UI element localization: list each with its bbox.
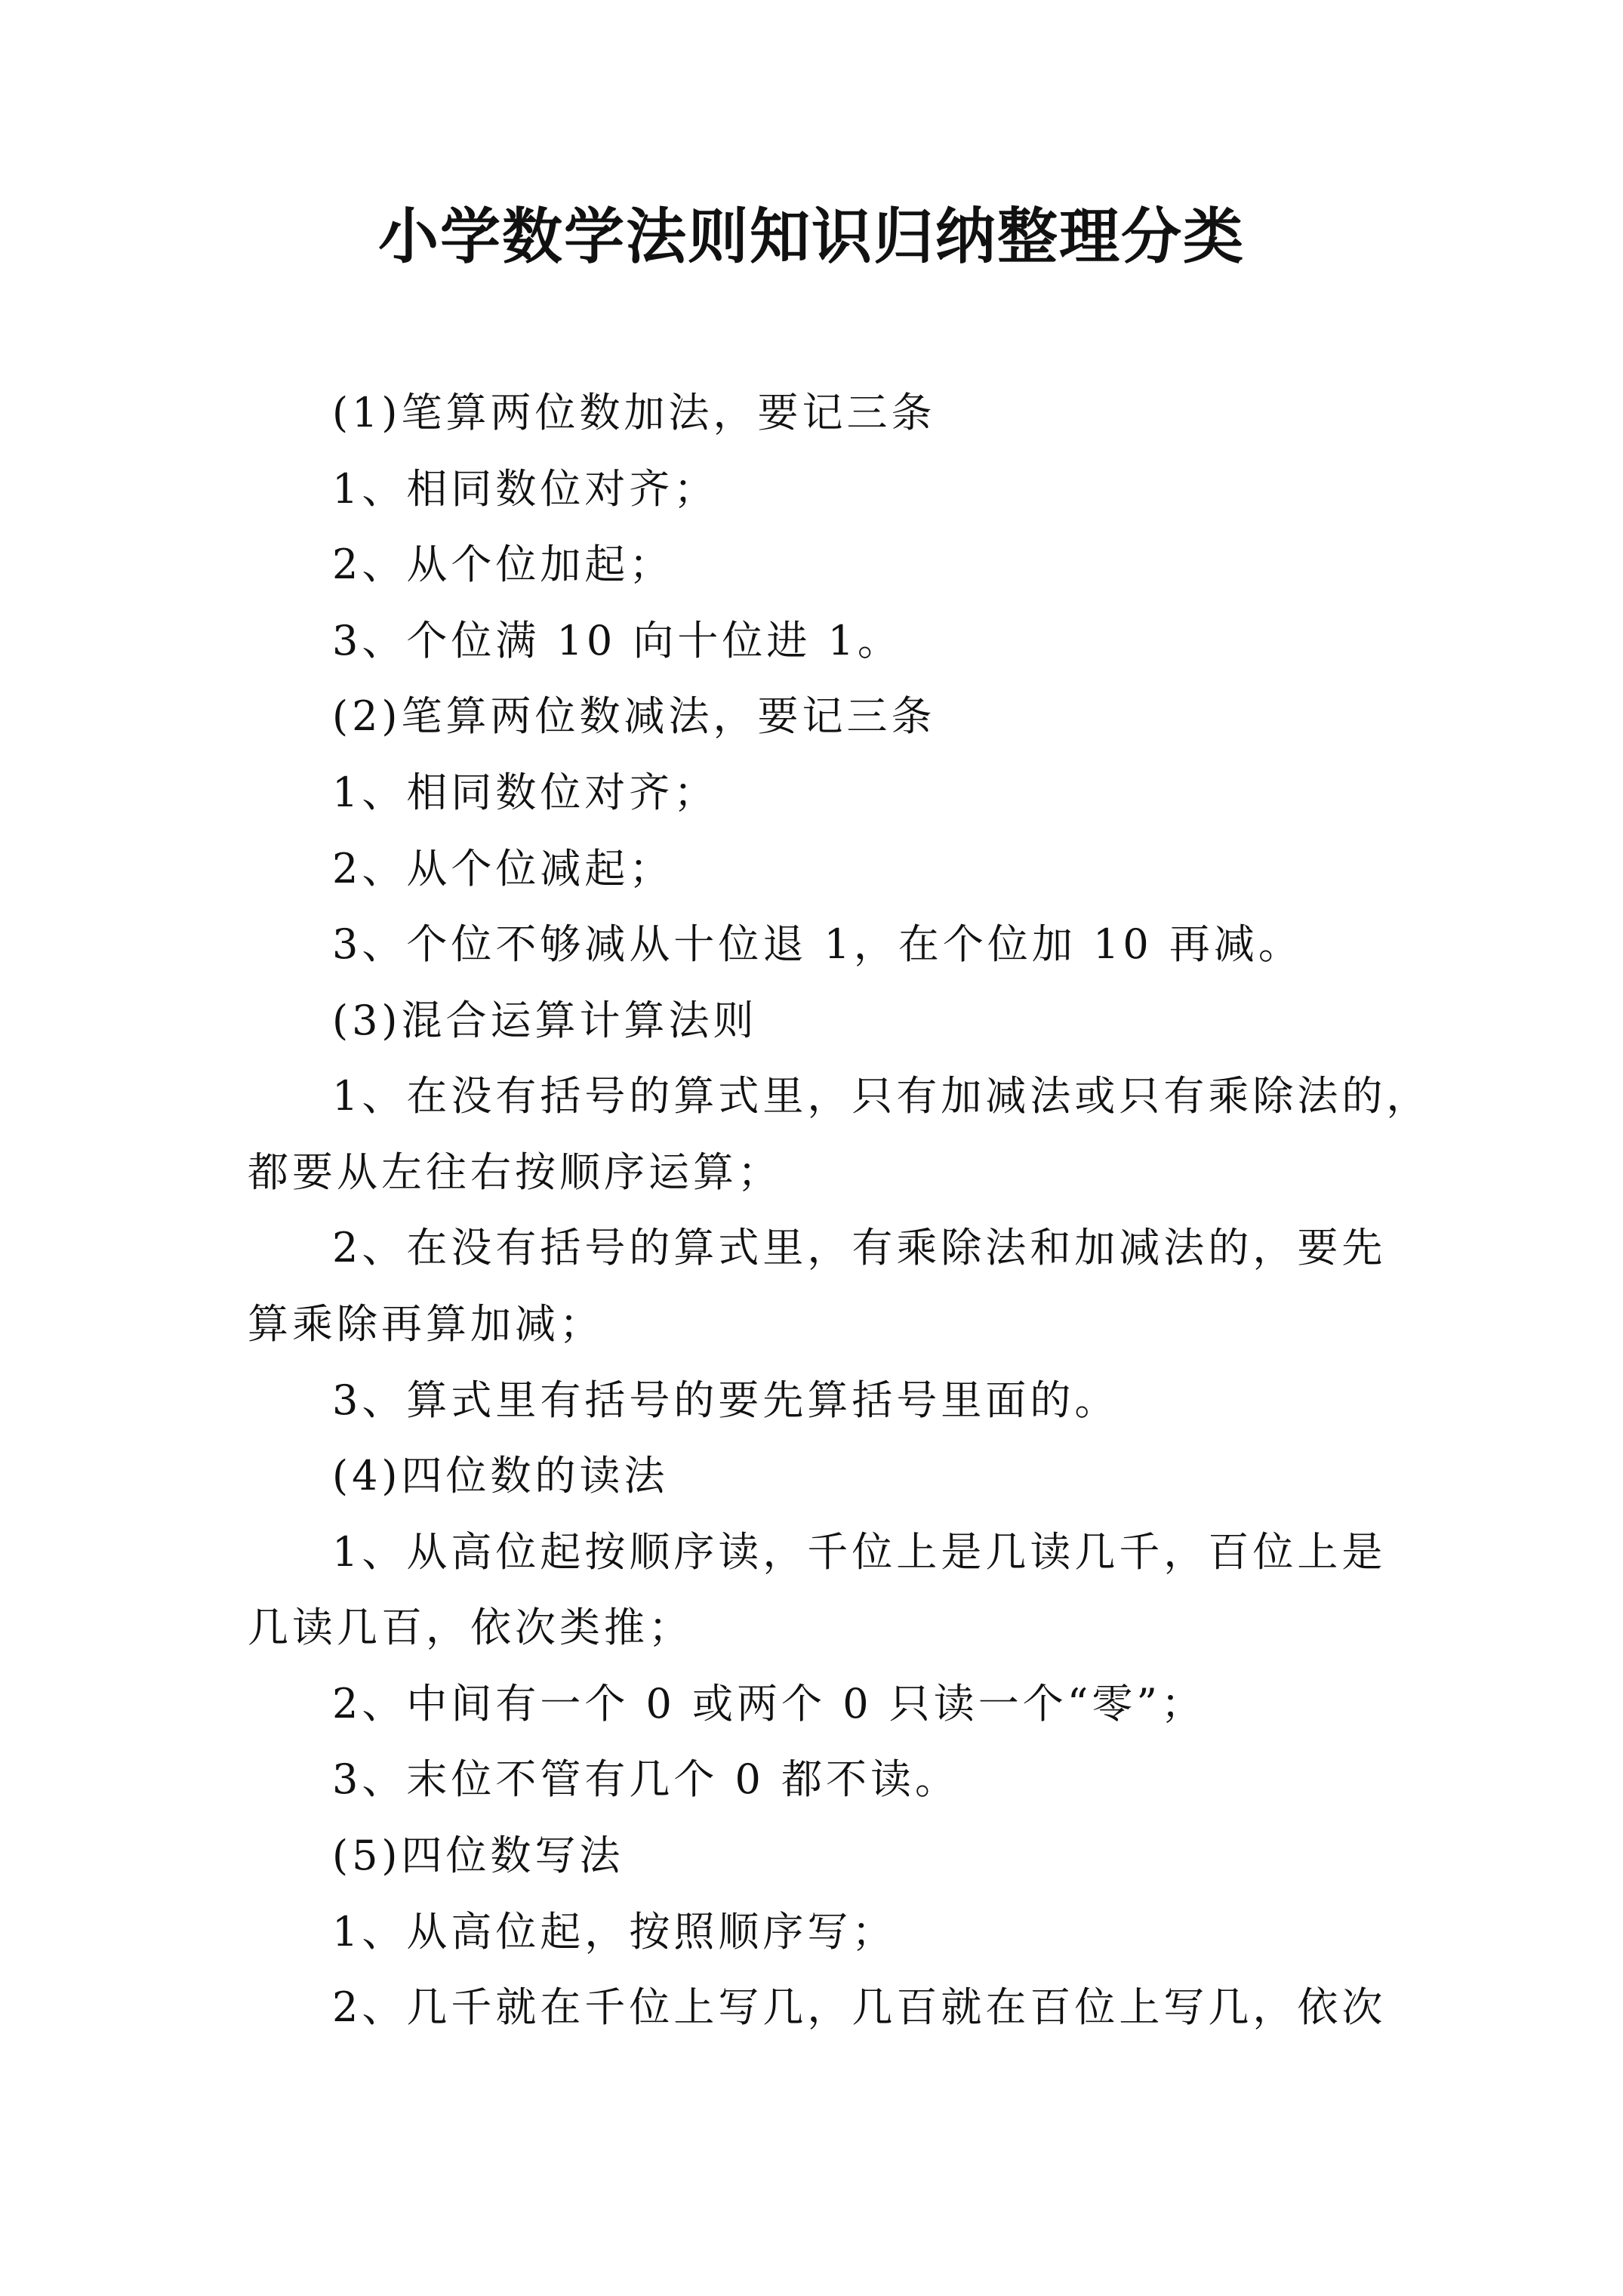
list-item: 1、相同数位对齐；	[332, 465, 719, 513]
list-item: 2、在没有括号的算式里，有乘除法和加减法的，要先	[332, 1224, 1387, 1271]
list-item-continuation: 都要从左往右按顺序运算；	[248, 1148, 782, 1196]
list-item: 1、从高位起，按照顺序写；	[332, 1908, 897, 1955]
list-item: 2、中间有一个 0 或两个 0 只读一个“零”；	[332, 1680, 1206, 1727]
section-heading-1: (1)笔算两位数加法，要记三条	[332, 389, 936, 436]
list-item: 1、从高位起按顺序读，千位上是几读几千，百位上是	[332, 1528, 1387, 1576]
list-item: 2、从个位减起；	[332, 845, 674, 892]
section-heading-3: (3)混合运算计算法则	[332, 997, 758, 1044]
list-item: 3、个位满 10 向十位进 1。	[332, 617, 902, 664]
list-item-continuation: 算乘除再算加减；	[248, 1300, 604, 1348]
list-item: 2、几千就在千位上写几，几百就在百位上写几，依次	[332, 1983, 1387, 2031]
section-heading-4: (4)四位数的读法	[332, 1452, 669, 1499]
document-title: 小学数学法则知识归纳整理分类	[378, 201, 1245, 272]
list-item: 3、末位不管有几个 0 都不读。	[332, 1755, 960, 1803]
list-item: 3、个位不够减从十位退 1，在个位加 10 再减。	[332, 920, 1303, 968]
list-item-continuation: 几读几百，依次类推；	[248, 1604, 693, 1651]
list-item: 2、从个位加起；	[332, 541, 674, 588]
list-item: 1、相同数位对齐；	[332, 769, 719, 816]
list-item: 3、算式里有括号的要先算括号里面的。	[332, 1376, 1119, 1424]
section-heading-2: (2)笔算两位数减法，要记三条	[332, 692, 936, 740]
list-item: 1、在没有括号的算式里，只有加减法或只有乘除法的，	[332, 1072, 1431, 1120]
section-heading-5: (5)四位数写法	[332, 1832, 624, 1879]
